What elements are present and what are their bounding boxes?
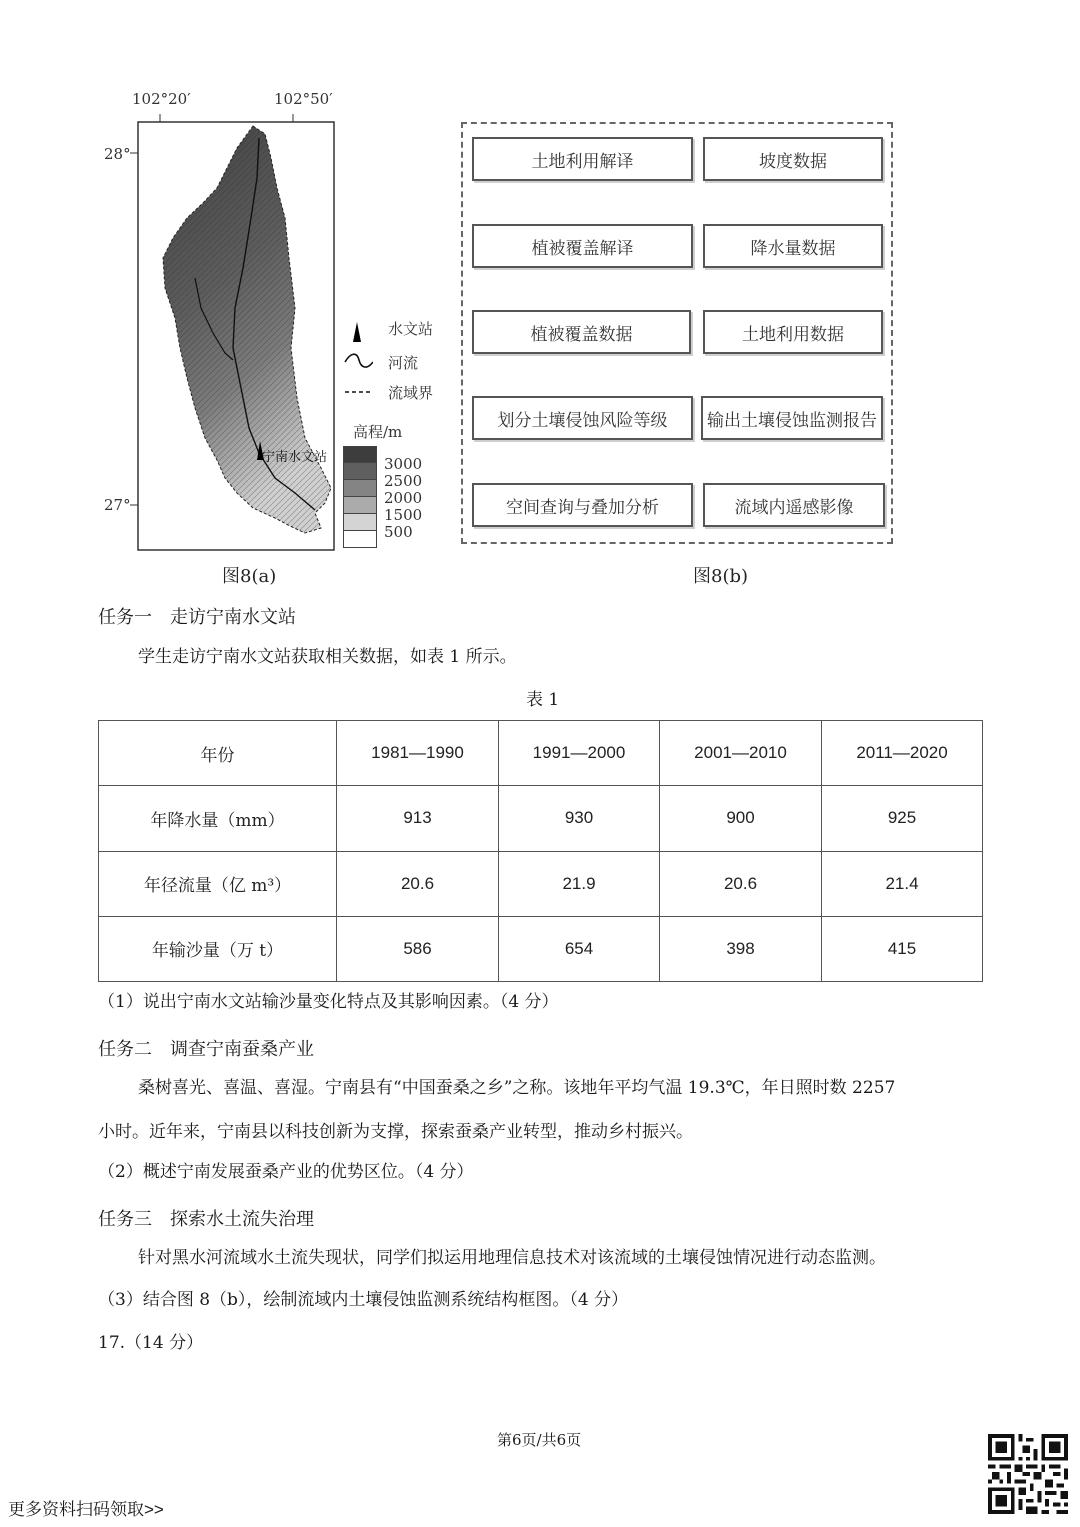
box-land-use-interpretation: 土地利用解译 <box>472 137 693 181</box>
table-row-label: 年径流量（亿 m³） <box>99 851 337 916</box>
task2-title: 任务二 调查宁南蚕桑产业 <box>98 1039 314 1060</box>
table-cell: 900 <box>660 786 822 851</box>
station-label: 宁南水文站 <box>262 450 328 465</box>
task2-para-line1: 桑树喜光、喜温、喜湿。宁南县有“中国蚕桑之乡”之称。该地年平均气温 19.3℃，年日照时数 2257 <box>138 1078 896 1098</box>
table-row <box>99 916 983 981</box>
lon-label-east: 102°50′ <box>274 90 333 108</box>
table-header-cell: 2001—2010 <box>660 721 822 786</box>
legend-river-label: 河流 <box>388 354 419 372</box>
table-cell: 586 <box>337 916 499 981</box>
elevation-value: 500 <box>384 523 413 541</box>
legend-station-label: 水文站 <box>388 320 434 338</box>
lon-label-west: 102°20′ <box>132 90 191 108</box>
task2-para-line2: 小时。近年来，宁南县以科技创新为支撑，探索蚕桑产业转型，推动乡村振兴。 <box>98 1122 693 1142</box>
box-erosion-risk-grading: 划分土壤侵蚀风险等级 <box>472 396 693 440</box>
legend-boundary-label: 流域界 <box>388 384 434 402</box>
terrain-map <box>125 108 340 553</box>
legend-symbols <box>343 318 373 408</box>
legend-station-icon <box>353 322 361 342</box>
table-header-row <box>99 721 983 786</box>
table-header-cell: 1981—1990 <box>337 721 499 786</box>
task3-title: 任务三 探索水土流失治理 <box>98 1209 314 1230</box>
figure-8b-caption: 图8(b) <box>693 566 749 587</box>
table-cell: 415 <box>822 916 983 981</box>
question-3: （3）结合图 8（b），绘制流域内土壤侵蚀监测系统结构框图。（4 分） <box>98 1290 629 1310</box>
lat-label-north: 28° <box>104 145 131 163</box>
table-title: 表 1 <box>526 690 560 710</box>
elevation-swatch <box>343 446 377 463</box>
table-cell: 21.9 <box>499 851 660 916</box>
question-1: （1）说出宁南水文站输沙量变化特点及其影响因素。（4 分） <box>98 992 559 1012</box>
lat-label-south: 27° <box>104 496 131 514</box>
table-row-label: 年输沙量（万 t） <box>99 916 337 981</box>
task1-intro: 学生走访宁南水文站获取相关数据，如表 1 所示。 <box>138 647 517 667</box>
data-table <box>98 720 983 982</box>
promo-link[interactable]: 更多资料扫码领取>> <box>8 1500 164 1519</box>
elevation-value: 2000 <box>384 489 423 507</box>
box-vegetation-interpretation: 植被覆盖解译 <box>472 224 693 268</box>
box-spatial-query-overlay: 空间查询与叠加分析 <box>472 483 693 527</box>
elevation-swatch <box>343 463 377 480</box>
table-cell: 930 <box>499 786 660 851</box>
elevation-value: 1500 <box>384 506 423 524</box>
elevation-swatch <box>343 497 377 514</box>
elevation-value: 2500 <box>384 472 423 490</box>
table-cell: 21.4 <box>822 851 983 916</box>
table-cell: 398 <box>660 916 822 981</box>
elevation-swatch <box>343 514 377 531</box>
box-precipitation-data: 降水量数据 <box>703 224 883 268</box>
table-cell: 20.6 <box>660 851 822 916</box>
task1-title: 任务一 走访宁南水文站 <box>98 607 296 628</box>
legend-river-icon <box>345 354 373 367</box>
box-erosion-report-output: 输出土壤侵蚀监测报告 <box>701 396 883 440</box>
table-cell: 913 <box>337 786 499 851</box>
table-row <box>99 851 983 916</box>
table-row-label: 年降水量（mm） <box>99 786 337 851</box>
table-header-cell: 年份 <box>99 721 337 786</box>
elevation-swatch <box>343 531 377 548</box>
qr-code[interactable] <box>988 1434 1068 1514</box>
box-vegetation-data: 植被覆盖数据 <box>472 310 691 354</box>
question-2: （2）概述宁南发展蚕桑产业的优势区位。（4 分） <box>98 1162 474 1182</box>
table-cell: 925 <box>822 786 983 851</box>
table-cell: 20.6 <box>337 851 499 916</box>
task3-para: 针对黑水河流域水土流失现状，同学们拟运用地理信息技术对该流域的土壤侵蚀情况进行动态监测。 <box>138 1248 886 1268</box>
box-remote-sensing-image: 流域内遥感影像 <box>703 483 885 527</box>
elevation-swatch <box>343 480 377 497</box>
table-row <box>99 786 983 851</box>
elevation-value: 3000 <box>384 455 423 473</box>
legend-elevation-title: 高程/m <box>353 423 403 441</box>
table-header-cell: 1991—2000 <box>499 721 660 786</box>
box-land-use-data: 土地利用数据 <box>703 310 883 354</box>
box-slope-data: 坡度数据 <box>703 137 883 181</box>
figure-8a-caption: 图8(a) <box>222 566 277 587</box>
table-header-cell: 2011—2020 <box>822 721 983 786</box>
question-17-header: 17.（14 分） <box>98 1333 204 1353</box>
table-cell: 654 <box>499 916 660 981</box>
page-number: 第6页/共6页 <box>497 1431 582 1449</box>
